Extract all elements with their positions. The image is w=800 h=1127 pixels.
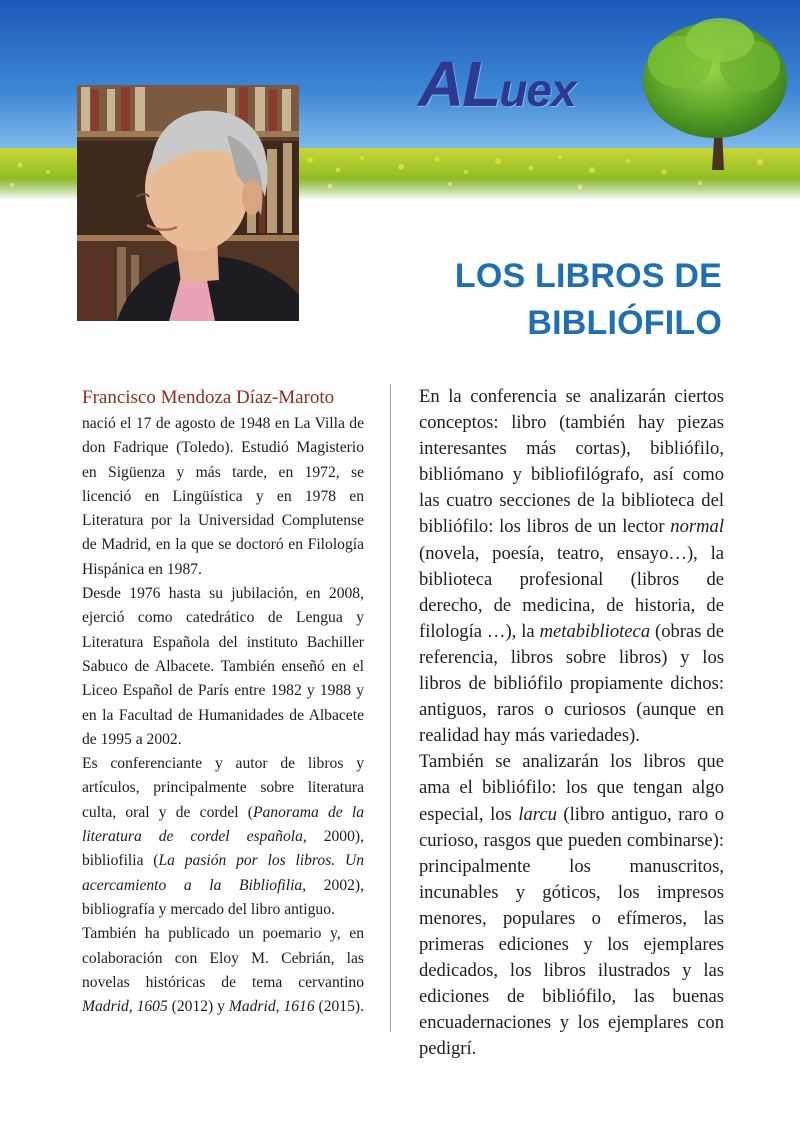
bio-paragraph-2: Desde 1976 hasta su jubilación, en 2008, ejerció como catedrático de Lengua y Literatura Española del instituto Bachiller Sabuco de Albacete. También enseñó en el Liceo Español de París entre 1982 y 1988 y en la Facultad de Humanidades de Albacete de 1995 a 2002.: [82, 585, 364, 748]
author-bio-column: [82, 384, 364, 1019]
abstract-p2-text-a: También se analizarán los libros que ama el bibliófilo: los que tengan algo especial, los: [419, 751, 724, 825]
term-larcu: larcu: [518, 803, 557, 825]
abstract-column: [419, 384, 724, 1062]
bio-p3-text-b: , 2000), bibliofilia (: [82, 828, 364, 870]
page-title: [302, 253, 722, 347]
bio-p3-text-a: Es conferenciante y autor de libros y artículos, principalmente sobre literatura culta, oral y de cordel (: [82, 755, 364, 821]
book-title-madrid-1616: Madrid, 1616: [228, 998, 315, 1016]
column-divider: [390, 384, 391, 1032]
author-name: Francisco Mendoza Díaz-Maroto: [82, 387, 335, 408]
logo-text-al: AL: [418, 48, 500, 120]
aluex-logo: [418, 48, 576, 120]
book-title-pasion: La pasión por los libros. Un acercamiento a la Bibliofilia: [82, 852, 365, 894]
title-line-2: BIBLIÓFILO: [527, 304, 722, 342]
abstract-p1-text-c: (obras de referencia, libros sobre libros) y los libros de bibliófilo propiamente dichos: antiguos, raros o curiosos (aunque en realidad hay más variedades).: [419, 620, 724, 747]
bio-paragraph-3: [82, 752, 364, 922]
book-title-madrid-1605: Madrid, 1605: [82, 998, 168, 1016]
abstract-p1-text-b: (novela, poesía, teatro, ensayo…), la biblioteca profesional (libros de derecho, de medicina, de historia, de filología …), la: [419, 542, 724, 642]
author-photo: [77, 85, 299, 321]
term-metabiblioteca: metabiblioteca: [539, 620, 651, 642]
bio-paragraph-1: nació el 17 de agosto de 1948 en La Villa de don Fadrique (Toledo). Estudió Magisterio en Sigüenza y más tarde, en 1972, se licenció en Lingüística y en 1978 en Literatura por la Universidad Complutense de Madrid, en la que se doctoró en Filología Hispánica en 1987.: [82, 415, 364, 578]
term-normal: normal: [670, 516, 724, 538]
abstract-p2-text-b: (libro antiguo, raro o curioso, rasgos que pueden combinarse): principalmente los manuscritos, incunables y góticos, los impresos menores, populares o efímeros, las primeras ediciones y los ejemplares dedicados, los libros ilustrados y las ediciones de bibliófilo, las buenas encuadernaciones y los ejemplares con pedigrí.: [419, 803, 724, 1060]
bio-p4-text-a: También ha publicado un poemario y, en colaboración con Eloy M. Cebrián, las novelas históricas de tema cervantino: [82, 925, 364, 991]
bio-p4-text-b: (2012) y: [167, 998, 229, 1016]
abstract-paragraph-1: [419, 384, 724, 749]
bio-paragraph-4: [82, 922, 364, 1019]
bio-p4-text-c: (2015).: [314, 998, 364, 1016]
title-line-1: LOS LIBROS DE: [454, 257, 722, 295]
portrait-illustration: [77, 85, 299, 321]
bio-p3-text-c: , 2002), bibliografía y mercado del libro antiguo.: [82, 876, 365, 918]
book-title-panorama: Panorama de la literatura de cordel española: [82, 803, 365, 846]
abstract-p1-text-a: En la conferencia se analizarán ciertos conceptos: libro (también hay piezas interesantes más cortas), bibliófilo, bibliómano y bibliofilógrafo, así como las cuatro secciones de la biblioteca del bibliófilo: los libros de un lector: [419, 386, 724, 538]
logo-text-uex: uex: [499, 64, 576, 116]
abstract-paragraph-2: [419, 749, 724, 1062]
